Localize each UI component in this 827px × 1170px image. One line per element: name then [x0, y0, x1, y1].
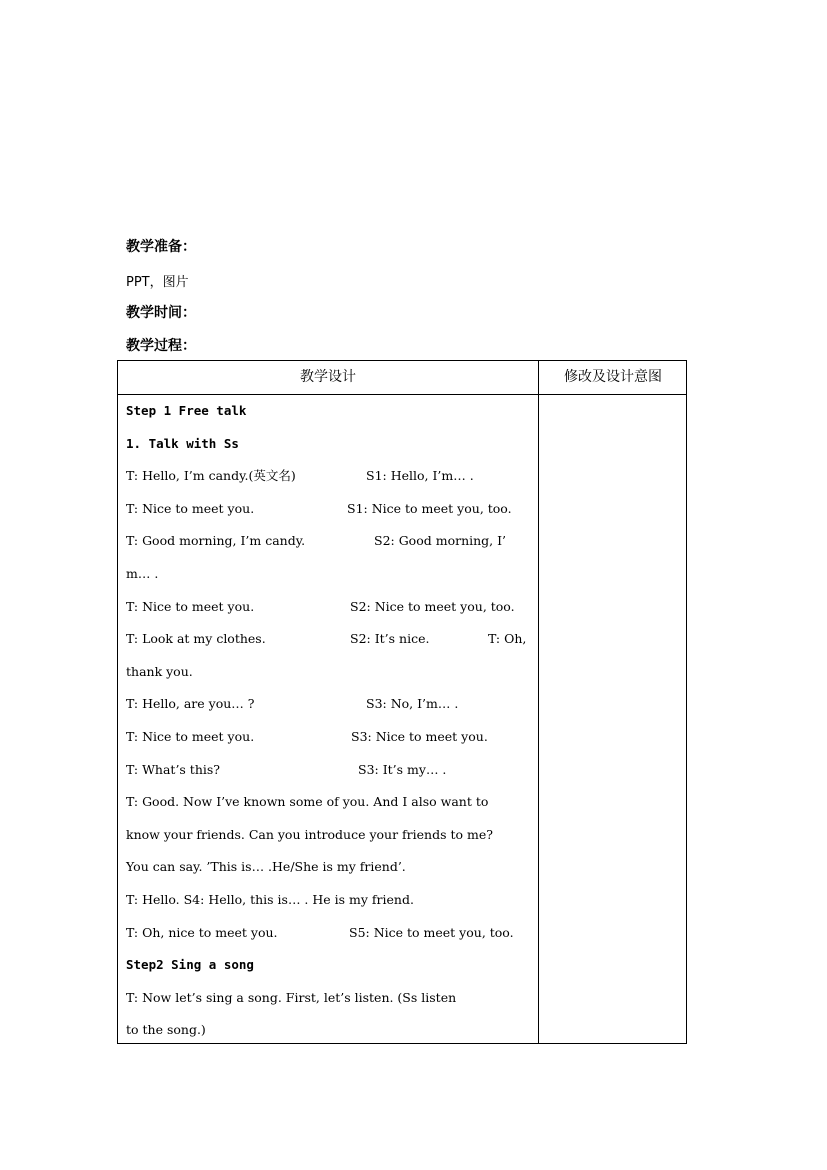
teaching-time-label: 教学时间：: [126, 305, 196, 321]
dialogue-line: [126, 460, 532, 493]
dialogue-line: [126, 656, 532, 689]
student-line: S1: Nice to meet you, too.: [347, 500, 512, 516]
lesson-table: [117, 360, 687, 1044]
teacher-line: T: Nice to meet you.: [126, 728, 255, 744]
dialogue-line: know your friends. Can you introduce your friends to me?: [126, 826, 493, 842]
dialogue-line: [126, 493, 532, 526]
dialogue-line: [126, 558, 532, 591]
student-line: S2: Good morning, I’: [374, 533, 507, 549]
teacher-line: T: Oh, nice to meet you.: [126, 924, 278, 940]
teacher-line: T: Nice to meet you.: [126, 598, 255, 614]
step1-title: Step 1 Free talk: [126, 403, 247, 418]
continued-line: m… .: [126, 565, 159, 581]
dialogue-line: [126, 721, 532, 754]
notes-column-header: 修改及设计意图: [564, 369, 662, 385]
dialogue-line: [126, 525, 532, 558]
student-line: S3: It’s my… .: [358, 761, 447, 777]
dialogue-line: [126, 917, 532, 950]
student-line: S3: No, I’m… .: [366, 696, 459, 712]
dialogue-line: You can say. ’This is… .He/She is my friend’.: [126, 859, 406, 875]
dialogue-line: [126, 688, 532, 721]
column-divider: [538, 361, 539, 1043]
student-line: S1: Hello, I’m… .: [366, 468, 474, 484]
dialogue-line: T: Good. Now I’ve known some of you. And I also want to: [126, 794, 489, 810]
teaching-prep-label: 教学准备：: [126, 239, 196, 255]
teacher-line: T: Nice to meet you.: [126, 500, 255, 516]
design-content: [126, 395, 532, 1047]
teacher-line: T: Good morning, I’m candy.: [126, 533, 306, 549]
design-column-header: 教学设计: [300, 369, 356, 385]
teacher-line: T: Hello, I’m candy.(英文名): [126, 468, 296, 484]
step2-title: Step2 Sing a song: [126, 957, 254, 973]
teacher-line: T: Hello, are you… ?: [126, 696, 255, 712]
continued-line: thank you.: [126, 663, 193, 679]
dialogue-line: [126, 754, 532, 787]
talk-with-ss-title: 1. Talk with Ss: [126, 435, 239, 451]
dialogue-line: [126, 591, 532, 624]
teaching-prep-value: PPT，图片: [126, 275, 189, 290]
dialogue-line: T: Hello. S4: Hello, this is… . He is my friend.: [126, 891, 414, 907]
dialogue-line: to the song.): [126, 1022, 206, 1038]
dialogue-line: T: Now let’s sing a song. First, let’s listen. (Ss listen: [126, 989, 457, 1005]
student-line: S3: Nice to meet you.: [351, 728, 488, 744]
teacher-line: T: What’s this?: [126, 761, 221, 777]
student-line: S2: Nice to meet you, too.: [350, 598, 515, 614]
teacher-line: T: Look at my clothes.: [126, 631, 266, 647]
teacher-line: T: Oh,: [488, 631, 527, 647]
student-line: S5: Nice to meet you, too.: [349, 924, 514, 940]
student-line: S2: It’s nice.: [350, 631, 430, 647]
dialogue-line: [126, 623, 532, 656]
teaching-process-label: 教学过程：: [126, 338, 196, 354]
